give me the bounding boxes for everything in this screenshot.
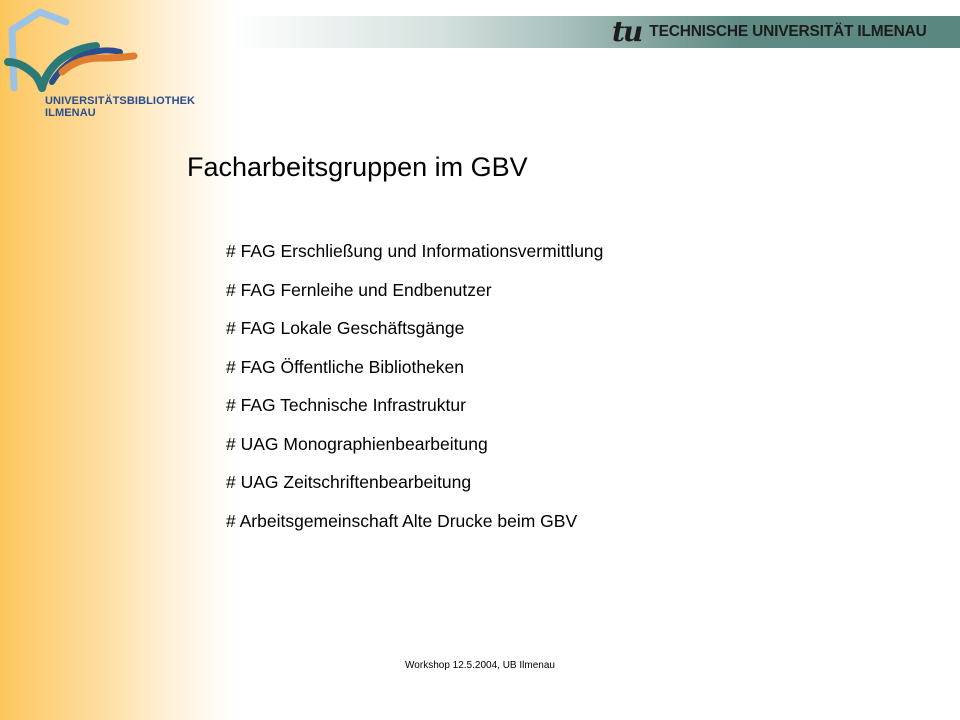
- list-item: # FAG Lokale Geschäftsgänge: [226, 318, 465, 338]
- tu-ilmenau-logo: [610, 16, 960, 48]
- list-item: # FAG Öffentliche Bibliotheken: [226, 356, 465, 377]
- tu-name-text: TECHNISCHE UNIVERSITÄT ILMENAU: [649, 23, 927, 40]
- list-item: # FAG Fernleihe und Endbenutzer: [226, 279, 492, 300]
- ub-ilmenau-logo: [0, 0, 200, 120]
- list-item: # Arbeitsgemeinschaft Alte Drucke beim GBV: [226, 510, 578, 531]
- tu-mark-icon: tu: [612, 15, 642, 48]
- list-item: # UAG Zeitschriftenbearbeitung: [226, 472, 472, 492]
- list-item: # FAG Erschließung und Informationsvermittlung: [226, 241, 604, 261]
- ub-logo-line1: UNIVERSITÄTSBIBLIOTHEK: [45, 95, 196, 107]
- item-list: [226, 238, 603, 546]
- ub-logo-text: [45, 95, 195, 119]
- list-item: # FAG Technische Infrastruktur: [226, 395, 466, 415]
- footer-text: Workshop 12.5.2004, UB Ilmenau: [405, 660, 555, 671]
- list-item: # UAG Monographienbearbeitung: [226, 433, 488, 454]
- slide-title: Facharbeitsgruppen im GBV: [187, 152, 528, 182]
- ub-logo-line2: ILMENAU: [45, 107, 96, 119]
